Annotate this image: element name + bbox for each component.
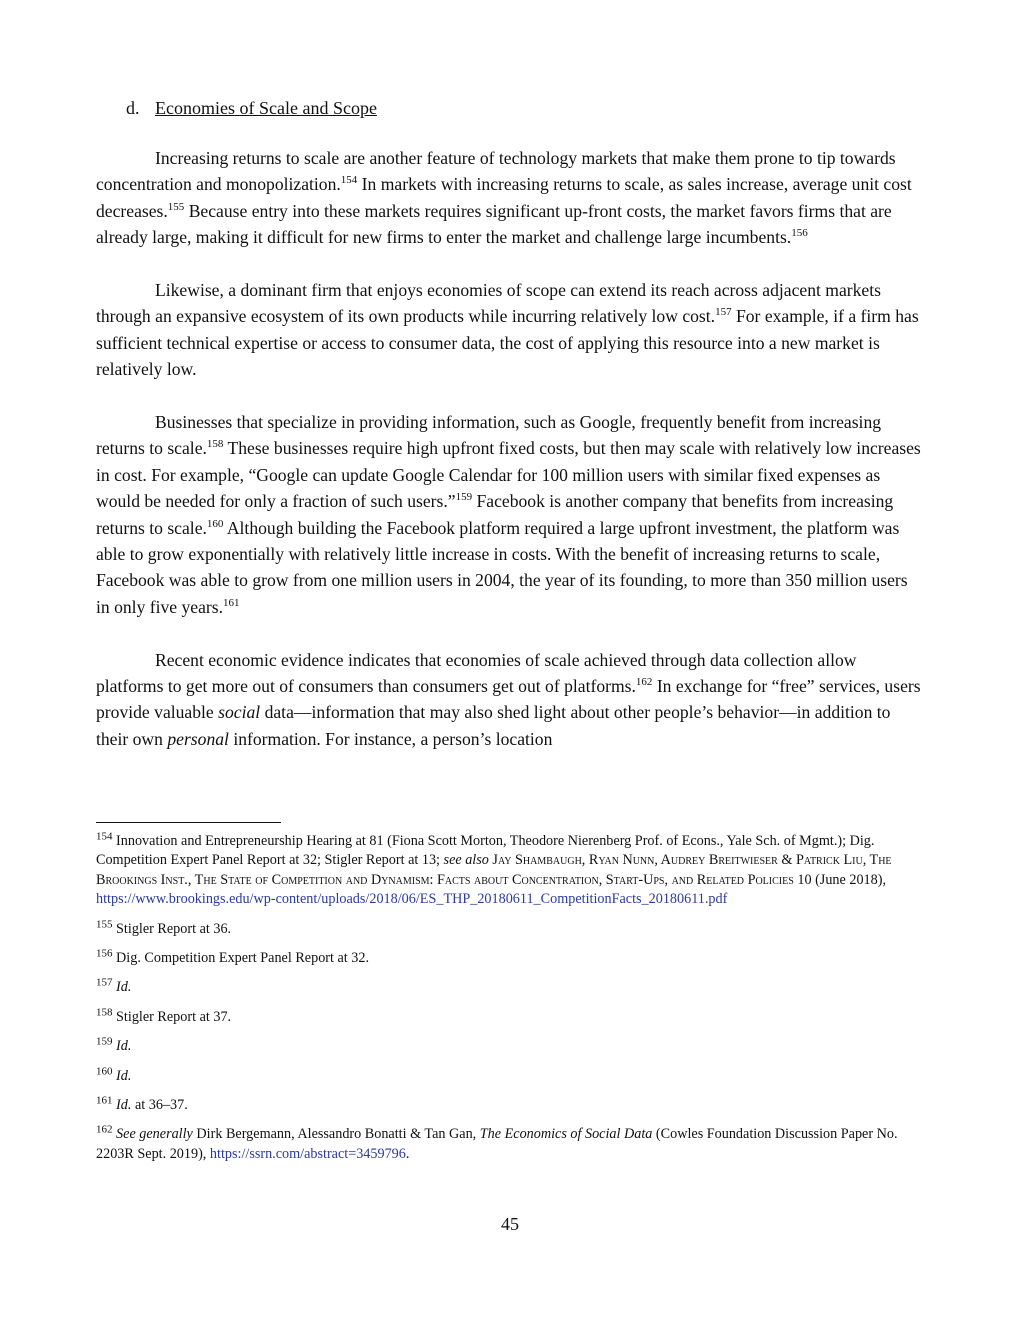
footnote-signal: See generally: [116, 1126, 193, 1143]
section-title: Economies of Scale and Scope: [155, 98, 377, 118]
sentence: Facebook is another company that benefits from increasing returns to scale.: [96, 491, 894, 538]
footnote-ref-155[interactable]: 155: [167, 200, 185, 213]
footnote-text: at 36–37.: [131, 1097, 188, 1114]
footnote-154: [96, 832, 924, 910]
footnote-155: [96, 917, 924, 939]
sentence: These businesses require high upfront fixed costs, but then may scale with relatively low increases in cost. For example, “Google can update Google Calendar for 100 million users with similar fixed expenses as would be needed for only a fraction of such users.”: [96, 438, 921, 512]
footnotes: [96, 832, 924, 1174]
footnote-159: [96, 1037, 924, 1056]
footnote-161: [96, 1096, 924, 1115]
section-letter: d.: [126, 98, 140, 118]
footnote-number: 161: [96, 1094, 113, 1107]
sentence: Recent economic evidence indicates that economies of scale achieved through data collection allow platforms to get more out of consumers than consumers get out of platforms.: [96, 649, 857, 697]
footnote-number: 156: [96, 947, 113, 960]
footnote-number: 157: [96, 976, 113, 989]
brookings-link[interactable]: https://www.brookings.edu/wp-content/uploads/2018/06/ES_THP_20180611_CompetitionFacts_20180611.pdf: [96, 891, 728, 908]
footnote-text: Dirk Bergemann, Alessandro Bonatti & Tan Gan,: [192, 1126, 480, 1143]
footnote-id: Id.: [116, 979, 132, 996]
footnote-signal: see also: [443, 852, 489, 869]
sentence: In exchange for “free” services, users provide valuable: [96, 676, 921, 723]
sentence: For example, if a firm has sufficient technical expertise or access to consumer data, the cost of applying this resource into a new market is relatively low.: [96, 306, 919, 380]
paragraph-4: [96, 647, 924, 753]
body-text: [96, 145, 924, 779]
section-heading: [126, 96, 377, 120]
paragraph-1: [96, 145, 924, 251]
emphasis-personal: personal: [167, 728, 229, 749]
sentence: Businesses that specialize in providing information, such as Google, frequently benefit from increasing returns to scale.: [96, 412, 882, 459]
footnote-162: [96, 1125, 924, 1164]
footnote-separator: [96, 822, 281, 823]
sentence: Increasing returns to scale are another feature of technology markets that make them prone to tip towards concentration and monopolization.: [96, 148, 896, 195]
footnote-ref-158[interactable]: 158: [206, 438, 224, 451]
footnote-ref-156[interactable]: 156: [791, 227, 808, 240]
footnote-160: [96, 1064, 924, 1086]
footnote-ref-159[interactable]: 159: [455, 491, 473, 504]
footnote-title: The Economics of Social Data: [479, 1126, 653, 1143]
sentence: In markets with increasing returns to scale, as sales increase, average unit cost decreases.: [96, 174, 912, 221]
footnote-text: Stigler Report at 36.: [112, 920, 232, 937]
footnote-ref-157[interactable]: 157: [715, 306, 732, 319]
footnote-text: (Cowles Foundation Discussion Paper No. 2203R Sept. 2019),: [96, 1126, 898, 1162]
footnote-number: 162: [96, 1123, 113, 1136]
footnote-number: 154: [96, 830, 113, 843]
footnote-157: [96, 978, 924, 997]
footnote-number: 160: [96, 1064, 113, 1077]
footnote-citation-smallcaps: Jay Shambaugh, Ryan Nunn, Audrey Breitwieser & Patrick Liu, The Brookings Inst., The State of Competition and Dynamism: Facts about Concentration, Start-Ups, and Related Policies: [96, 852, 892, 888]
footnote-158: [96, 1008, 924, 1027]
paragraph-3: [96, 409, 924, 620]
footnote-number: 159: [96, 1035, 113, 1048]
footnote-id: Id.: [116, 1067, 132, 1084]
footnote-text: 10 (June 2018),: [793, 871, 887, 888]
sentence: data—information that may also shed light about other people’s behavior—in addition to their own: [96, 702, 891, 749]
sentence: information. For instance, a person’s location: [228, 728, 553, 749]
footnote-number: 158: [96, 1006, 113, 1019]
footnote-text: Stigler Report at 37.: [112, 1008, 232, 1025]
sentence: Because entry into these markets requires significant up-front costs, the market favors firms that are already large, making it difficult for new firms to enter the market and challenge large incumbents.: [96, 200, 892, 248]
page-number: 45: [501, 1214, 519, 1234]
footnote-text: Innovation and Entrepreneurship Hearing at 81 (Fiona Scott Morton, Theodore Nierenberg Prof. of Econs., Yale Sch. of Mgmt.); Dig. Competition Expert Panel Report at 32; Stigler Report at 13;: [96, 833, 875, 869]
footnote-id: Id.: [116, 1097, 132, 1114]
footnote-text: .: [405, 1145, 410, 1162]
emphasis-social: social: [218, 702, 261, 723]
footnote-ref-154[interactable]: 154: [340, 174, 358, 187]
footnote-id: Id.: [116, 1038, 132, 1055]
paragraph-2: [96, 277, 924, 383]
footnote-ref-161[interactable]: 161: [223, 597, 240, 610]
footnote-156: [96, 949, 924, 968]
footnote-ref-162[interactable]: 162: [635, 676, 653, 689]
sentence: Likewise, a dominant firm that enjoys economies of scope can extend its reach across adjacent markets through an expansive ecosystem of its own products while incurring relatively low cost.: [96, 280, 881, 327]
sentence: Although building the Facebook platform required a large upfront investment, the platform was able to grow exponentially with relatively little increase in costs. With the benefit of increasing returns to scale, Facebook was able to grow from one million users in 2004, the year of its founding, to more than 350 million users in only five years.: [96, 517, 908, 617]
footnote-ref-160[interactable]: 160: [206, 517, 224, 530]
footnote-text: Dig. Competition Expert Panel Report at 32.: [112, 950, 370, 967]
ssrn-link[interactable]: https://ssrn.com/abstract=3459796: [209, 1145, 406, 1162]
footnote-number: 155: [96, 917, 113, 930]
